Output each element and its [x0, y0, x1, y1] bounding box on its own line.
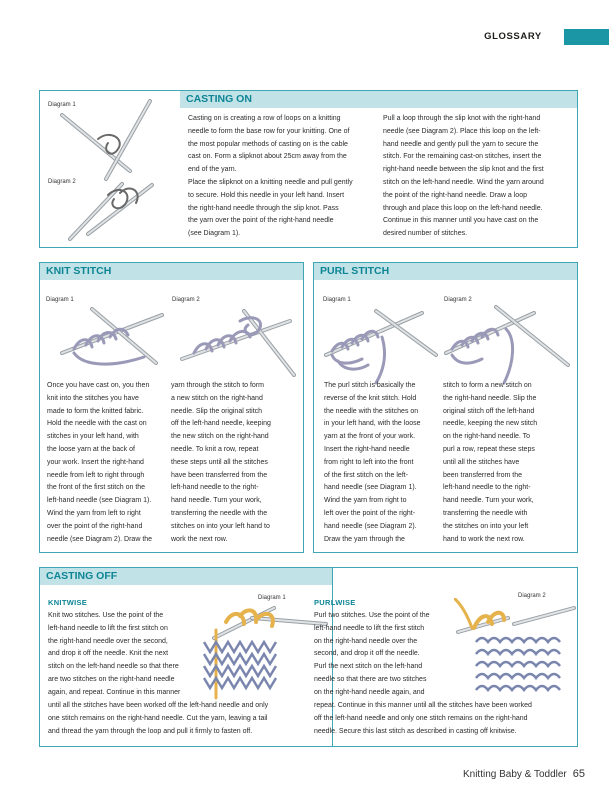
text-line: Wind the yarn from right to: [324, 497, 407, 505]
knitwise-diagram-label: Diagram 1: [258, 595, 286, 601]
knitwise-subtitle: KNITWISE: [48, 598, 88, 607]
text-line: desired number of stitches.: [383, 230, 468, 238]
text-line: Casting on is creating a row of loops on a knitting: [188, 115, 341, 122]
text-line: left over the point of the right-: [324, 509, 416, 517]
text-line: needle to form the base row for your knitting. One of: [188, 127, 350, 135]
text-line: Insert the right-hand needle: [324, 445, 410, 453]
text-line: stitch. For the remaining cast-on stitches, insert the: [383, 153, 542, 161]
text-line: the front of the first stitch on the: [47, 484, 146, 492]
text-line: are two stitches on the right-hand needle: [48, 675, 175, 683]
casting-on-title: CASTING ON: [180, 91, 577, 108]
text-line: left-hand needle to the right-: [443, 484, 531, 492]
knit-stitch-illustration: [44, 303, 301, 381]
purlwise-subtitle: PURLWISE: [314, 598, 356, 607]
text-line: have been transferred from the: [171, 471, 268, 479]
text-line: on the right-hand needle. To: [443, 433, 531, 441]
text-line: needle, keeping the new stitch: [443, 420, 538, 428]
casting-on-panel: [39, 90, 578, 248]
text-line: Hold the needle with the cast on: [47, 420, 147, 428]
text-line: Knit two stitches. Use the point of the: [48, 612, 164, 619]
text-line: these steps until all the stitches: [171, 458, 268, 466]
knit-diagram2-label: Diagram 2: [172, 297, 200, 303]
text-line: second, and drop it off the needle.: [314, 650, 420, 658]
text-line: stitch on the left-hand needle so that there: [48, 663, 179, 671]
text-line: a new stitch on the right-hand: [171, 394, 263, 402]
text-line: the right-hand needle. Slip the: [443, 394, 537, 402]
purlwise-illustration: [454, 598, 576, 700]
text-line: the yarn over the point of the right-hand needle: [188, 217, 334, 225]
text-line: yarn through the stitch to form: [171, 382, 264, 389]
text-line: transferring the needle with: [443, 509, 528, 517]
casting-on-diagram2-label: Diagram 2: [48, 179, 76, 185]
text-line: Wind the yarn from left to right: [47, 509, 141, 517]
text-line: original stitch off the left-hand: [443, 407, 535, 415]
text-line: the loose yarn at the back of: [47, 445, 135, 453]
text-line: needle. Secure this last stitch as described in casting off knitwise.: [314, 727, 517, 735]
text-line: on the right-hand needle over the: [314, 637, 418, 645]
text-line: through and place this loop on the left-hand needle.: [383, 204, 543, 212]
text-line: off the left-hand needle, keeping: [171, 420, 271, 428]
text-line: over the point of the right-hand: [47, 522, 143, 530]
purlwise-text-wide: [314, 700, 576, 738]
text-line: Draw the yarn through the: [324, 535, 405, 543]
publication-title: Knitting Baby & Toddler: [462, 769, 567, 780]
knit-stitch-panel: [39, 262, 304, 553]
text-line: repeat. Continue in this manner until all the stitches have been worked: [314, 702, 532, 709]
text-line: the needle with the stitches on: [324, 407, 419, 415]
text-line: your work. Insert the right-hand: [47, 458, 144, 466]
text-line: again, and repeat. Continue in this manner: [48, 688, 181, 696]
page-number: 65: [572, 768, 585, 780]
purl-stitch-title: PURL STITCH: [314, 263, 577, 280]
text-line: needle (see Diagram 2). Draw the: [47, 535, 153, 543]
text-line: and thread the yarn through the loop and pull it firmly to fasten off.: [48, 727, 253, 735]
text-line: Once you have cast on, you then: [47, 382, 150, 389]
text-line: stitches in your left hand, with: [47, 433, 139, 441]
text-line: left-hand needle to lift the first stitch on: [48, 624, 168, 632]
text-line: of the first stitch on the left-: [324, 471, 409, 479]
text-line: stitch on the left-hand needle. Wind the yarn around: [383, 178, 544, 186]
casting-on-text-col1: [188, 113, 378, 241]
knitwise-text-wide: [48, 700, 330, 738]
text-line: Continue in this manner until you have cast on the: [383, 217, 539, 225]
text-line: transferring the needle with the: [171, 509, 268, 517]
casting-off-panel: [39, 567, 578, 747]
text-line: right-hand needle between the slip knot and the first: [383, 166, 544, 174]
knit-diagram1-label: Diagram 1: [46, 297, 74, 303]
knitwise-illustration: [196, 602, 330, 700]
text-line: the point of the right-hand needle. Draw a loop: [383, 191, 527, 199]
text-line: needle. To knit a row, repeat: [171, 445, 259, 453]
glossary-accent-bar: [564, 29, 609, 45]
text-line: hand needle. Turn your work,: [171, 497, 262, 505]
text-line: the right-hand needle through the slip knot. Pass: [188, 204, 339, 212]
text-line: been transferred from the: [443, 471, 522, 479]
glossary-label: GLOSSARY: [463, 29, 563, 45]
text-line: Purl the next stitch on the left-hand: [314, 663, 423, 671]
purlwise-diagram-label: Diagram 2: [518, 593, 546, 599]
text-line: from right to left into the front: [324, 458, 414, 466]
text-line: left-hand needle to lift the first stitch: [314, 624, 425, 632]
text-line: and drop it off the needle. Knit the next: [48, 650, 169, 658]
text-line: needle (see Diagram 2). Place this loop on the left-: [383, 127, 541, 135]
glossary-tab: [463, 29, 609, 45]
text-line: (see Diagram 1).: [188, 230, 241, 238]
text-line: purl a row, repeat these steps: [443, 445, 535, 453]
text-line: cast on. Form a slipknot about 25cm away from the: [188, 153, 347, 161]
casting-on-illustration: [60, 99, 180, 244]
text-line: work the next row.: [171, 535, 228, 543]
text-line: to secure. Hold this needle in your left hand. Insert: [188, 191, 345, 199]
text-line: yarn at the front of your work.: [324, 433, 416, 441]
knitwise-text-narrow: [48, 610, 198, 700]
text-line: left-hand needle (see Diagram 1).: [47, 497, 152, 505]
text-line: needle. Slip the original stitch: [171, 407, 263, 415]
text-line: end of the yarn.: [188, 166, 237, 174]
purl-diagram1-label: Diagram 1: [323, 297, 351, 303]
purl-stitch-panel: [313, 262, 578, 553]
text-line: left-hand needle to the right-: [171, 484, 259, 492]
text-line: until all the stitches have: [443, 458, 520, 466]
text-line: reverse of the knit stitch. Hold: [324, 394, 417, 402]
casting-on-text-col2: [383, 113, 573, 241]
text-line: the right-hand needle over the second,: [48, 637, 168, 645]
text-line: hand needle (see Diagram 1).: [324, 484, 417, 492]
casting-off-title: CASTING OFF: [40, 568, 332, 585]
text-line: hand needle. Turn your work,: [443, 497, 534, 505]
text-line: needle from left to right through: [47, 471, 145, 479]
text-line: stitches on into your left hand to: [171, 522, 270, 530]
text-line: made to form the knitted fabric.: [47, 407, 144, 415]
text-line: off the left-hand needle and only one stitch remains on the right-hand: [314, 714, 528, 722]
purl-stitch-text-col2: [443, 380, 573, 546]
purl-diagram2-label: Diagram 2: [444, 297, 472, 303]
text-line: hand needle (see Diagram 2).: [324, 522, 417, 530]
text-line: Pull a loop through the slip knot with the right-hand: [383, 115, 541, 122]
purl-stitch-text-col1: [324, 380, 446, 546]
text-line: until all the stitches have been worked off the left-hand needle and only: [48, 702, 269, 709]
knit-stitch-text-col1: [47, 380, 172, 546]
text-line: Purl two stitches. Use the point of the: [314, 612, 430, 619]
page-footer: [463, 768, 585, 780]
text-line: in your left hand, with the loose: [324, 420, 421, 428]
text-line: The purl stitch is basically the: [324, 382, 416, 389]
casting-on-diagram1-label: Diagram 1: [48, 102, 76, 108]
text-line: the most popular methods of casting on is the cable: [188, 140, 348, 148]
text-line: one stitch remains on the right-hand needle. Cut the yarn, leaving a tail: [48, 714, 268, 722]
knit-stitch-text-col2: [171, 380, 299, 546]
text-line: stitch to form a new stitch on: [443, 382, 532, 389]
knit-stitch-title: KNIT STITCH: [40, 263, 303, 280]
watermark: PassionForum.ru: [476, 784, 545, 794]
text-line: hand needle and gently pull the yarn to secure the: [383, 140, 539, 148]
text-line: hand to work the next row.: [443, 535, 525, 543]
text-line: needle so that there are two stitches: [314, 675, 427, 683]
text-line: the new stitch on the right-hand: [171, 433, 269, 441]
text-line: on the right-hand needle again, and: [314, 688, 425, 696]
text-line: knit into the stitches you have: [47, 394, 139, 402]
text-line: Place the slipknot on a knitting needle and pull gently: [188, 178, 353, 186]
purl-stitch-illustration: [318, 303, 575, 385]
text-line: the stitches on into your left: [443, 522, 529, 530]
purlwise-text-narrow: [314, 610, 454, 700]
